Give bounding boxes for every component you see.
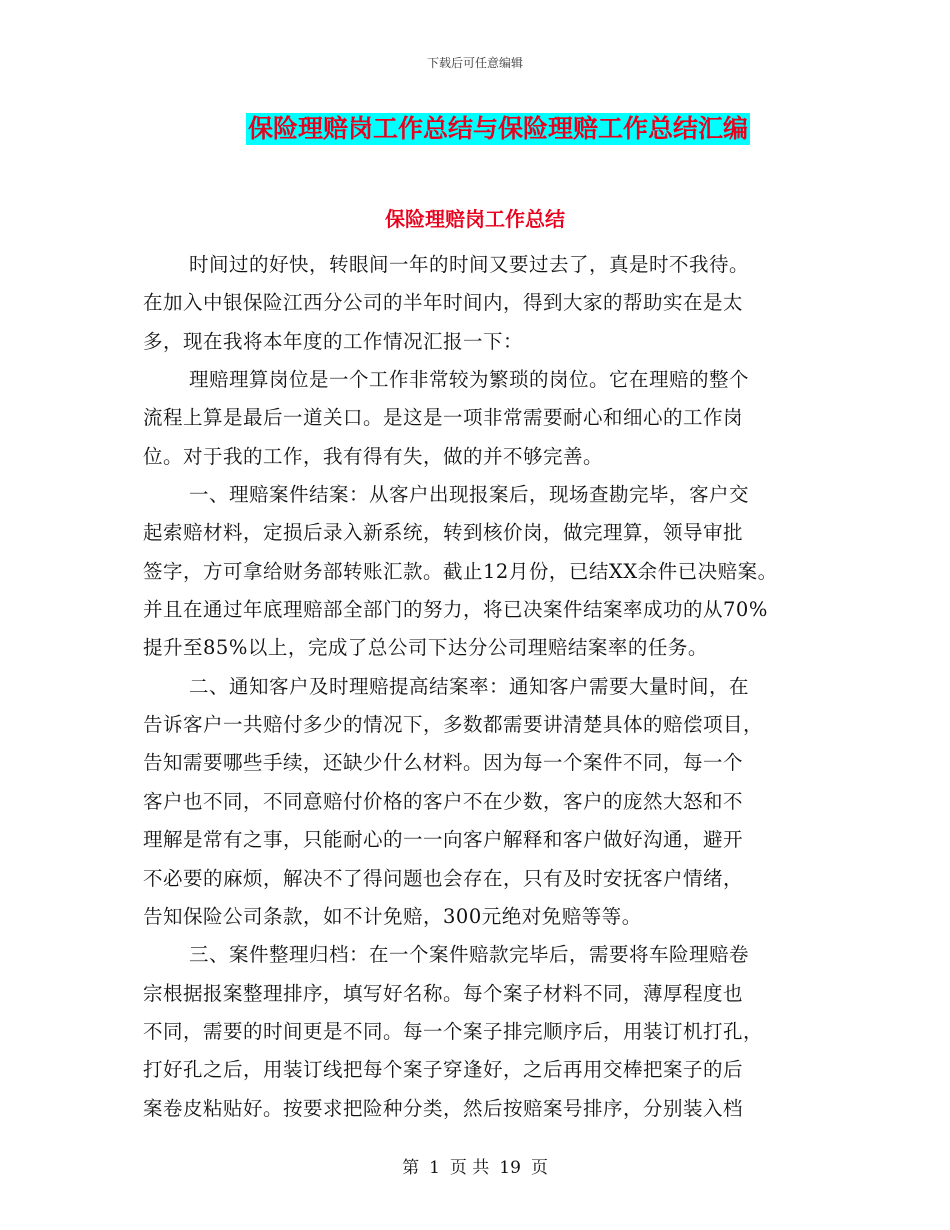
page-number: 1 [429,1158,440,1178]
paragraph-line: 案卷皮粘贴好。按要求把险种分类，然后按赔案号排序，分别装入档 [143,1096,744,1120]
total-pages: 19 [499,1158,521,1178]
paragraph-line: 并且在通过年底理赔部全部门的努力，将已决案件结案率成功的从70% [143,598,768,622]
paragraph-line: 在加入中银保险江西分公司的半年时间内，得到大家的帮助实在是太 [143,291,744,315]
page-footer [0,1153,950,1178]
paragraph-line: 签字，方可拿给财务部转账汇款。截止12月份，已结XX余件已决赔案。 [143,559,778,583]
paragraph-line: 打好孔之后，用装订线把每个案子穿逢好，之后再用交棒把案子的后 [143,1058,744,1082]
paragraph-line: 不必要的麻烦，解决不了得问题也会存在，只有及时安抚客户情绪， [143,866,744,890]
paragraph-line: 一、理赔案件结案：从客户出现报案后，现场查勘完毕，客户交 [189,483,750,507]
paragraph-line: 多，现在我将本年度的工作情况汇报一下： [143,329,524,353]
paragraph-line: 起索赔材料，定损后录入新系统，转到核价岗，做完理算，领导审批 [143,521,744,545]
header-note: 下载后可任意编辑 [426,56,523,70]
paragraph-line: 流程上算是最后一道关口。是这是一项非常需要耐心和细心的工作岗 [143,406,744,430]
paragraph-line: 提升至85%以上，完成了总公司下达分公司理赔结案率的任务。 [143,636,708,660]
page-label-suffix: 页 [530,1158,548,1178]
main-title: 保险理赔岗工作总结与保险理赔工作总结汇编 [247,114,748,143]
section-title: 保险理赔岗工作总结 [385,207,565,231]
paragraph-line: 告诉客户一共赔付多少的情况下，多数都需要讲清楚具体的赔偿项目， [143,713,764,737]
paragraph-line: 理解是常有之事，只能耐心的一一向客户解释和客户做好沟通，避开 [143,828,744,852]
paragraph-line: 宗根据报案整理排序，填写好名称。每个案子材料不同，薄厚程度也 [143,981,744,1005]
paragraph-line: 三、案件整理归档：在一个案件赔款完毕后，需要将车险理赔卷 [189,943,750,967]
paragraph-line: 告知保险公司条款，如不计免赔，300元绝对免赔等等。 [143,904,642,928]
body-text [143,246,833,1128]
paragraph-line: 理赔理算岗位是一个工作非常较为繁琐的岗位。它在理赔的整个 [189,368,750,392]
paragraph-line: 不同，需要的时间更是不同。每一个案子排完顺序后，用装订机打孔， [143,1019,764,1043]
page-label-prefix: 第 [402,1158,420,1178]
paragraph-line: 位。对于我的工作，我有得有失，做的并不够完善。 [143,444,604,468]
paragraph-line: 告知需要哪些手续，还缺少什么材料。因为每一个案件不同，每一个 [143,751,744,775]
paragraph-line: 二、通知客户及时理赔提高结案率：通知客户需要大量时间，在 [189,674,750,698]
main-title-container [0,113,950,145]
page-label-mid: 页 共 [449,1158,490,1178]
paragraph-line: 客户也不同，不同意赔付价格的客户不在少数，客户的庞然大怒和不 [143,789,744,813]
paragraph-line: 时间过的好快，转眼间一年的时间又要过去了，真是时不我待。 [189,253,750,276]
